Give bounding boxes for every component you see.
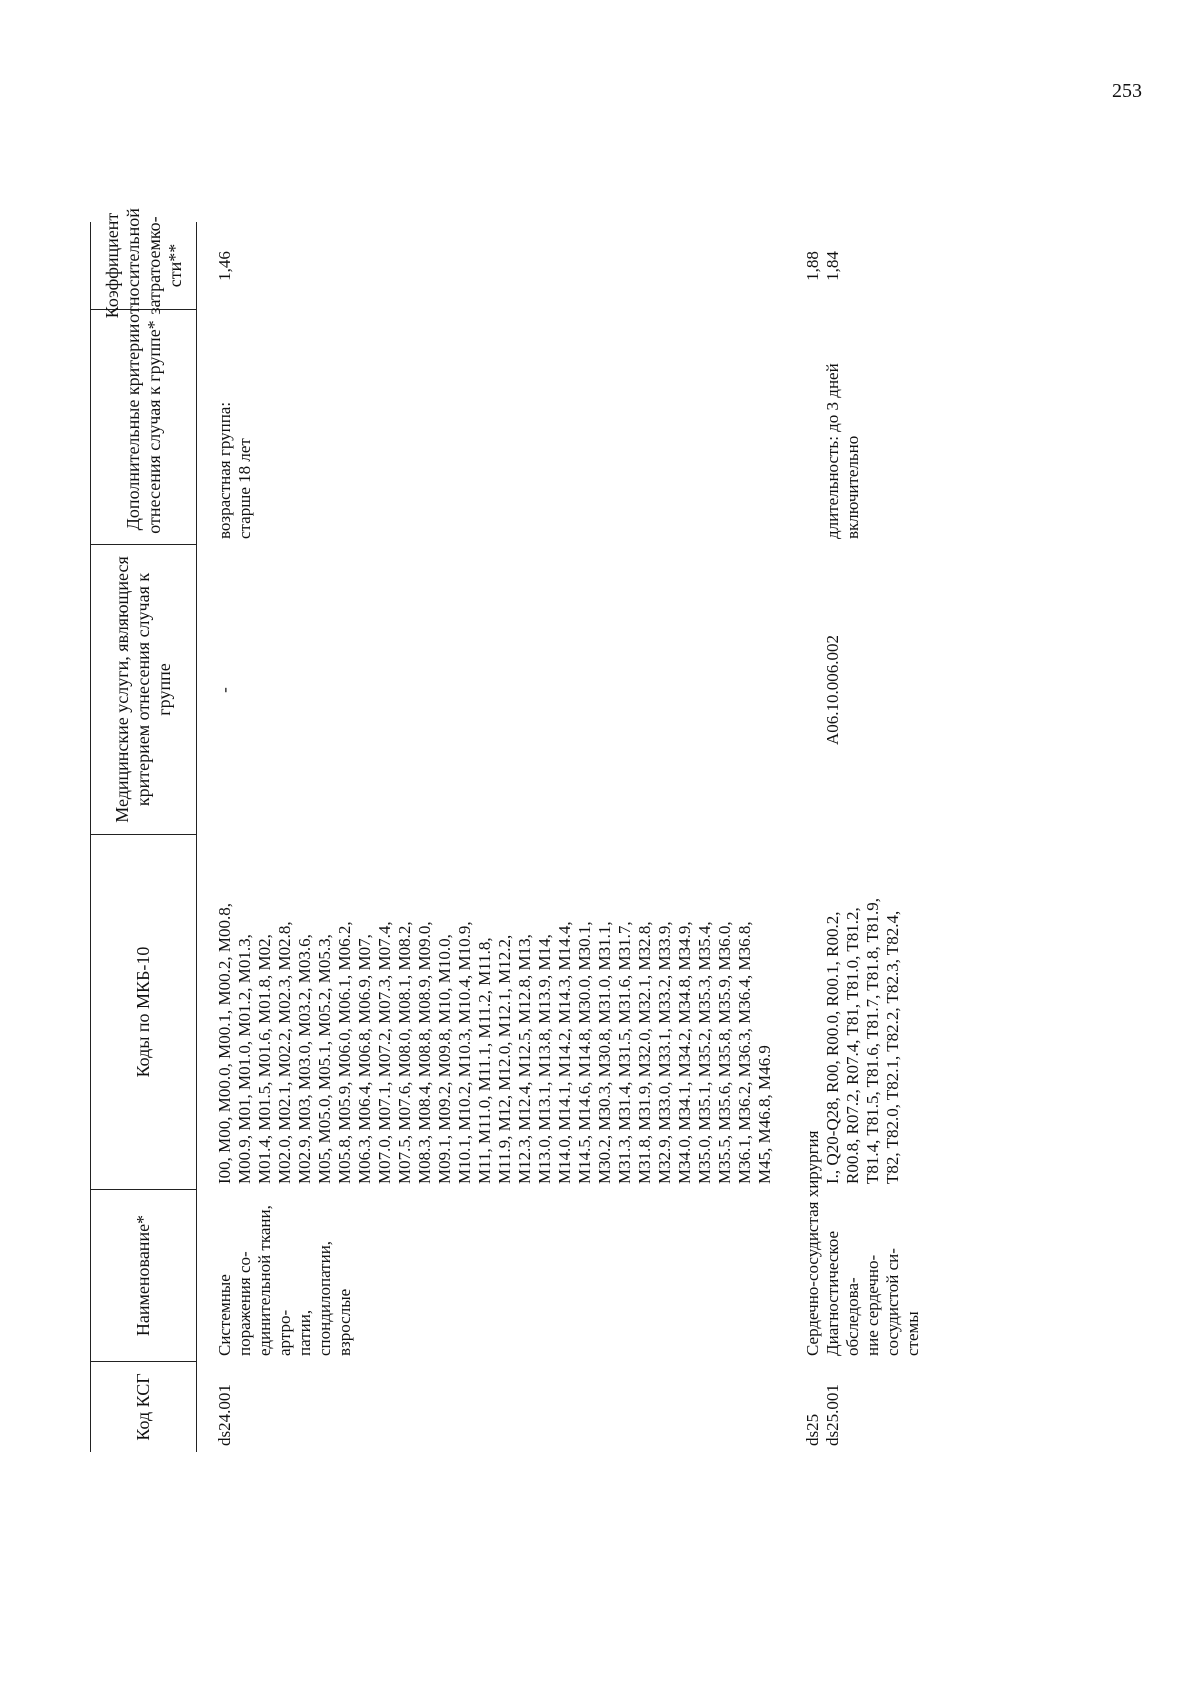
row-name: Диагностическое обследова- ние сердечно-сосудистой си- стемы xyxy=(823,1230,922,1356)
section-coefficient: 1,88 xyxy=(803,251,822,281)
row-name: Системные поражения со- единительной ткани, артро- патии, спондилопатии, взрослые xyxy=(215,1205,354,1356)
row-criteria: возрастная группа: старше 18 лет xyxy=(215,401,254,539)
row-criteria: длительность: до 3 дней включительно xyxy=(823,363,862,539)
header-code: Код КСГ xyxy=(133,1373,153,1441)
page-number: 253 xyxy=(1112,80,1142,102)
table-row xyxy=(197,222,775,1452)
row-services: - xyxy=(215,687,234,693)
section-title: Сердечно-сосудистая хирургия xyxy=(803,1130,822,1356)
ksg-table xyxy=(90,208,923,1452)
row-services: A06.10.006.002 xyxy=(823,634,842,746)
row-coefficient: 1,46 xyxy=(215,251,234,281)
header-coefficient: Коэффициент относительной затратоемко-сти** xyxy=(91,222,196,310)
row-coefficient: 1,84 xyxy=(823,251,842,281)
row-icd-codes: I00, M00, M00.0, M00.1, M00.2, M00.8, M00.9, M01, M01.0, M01.2, M01.3, M01.4, M01.5, M01.6, M01.8, M02, M02.0, M02.1, M02.2, M02.3, M02.8, M02.9, M03, M03.0, M03.2, M03.6, M05, M05.0, M05.1, M05.2, M05.3, M05.8, M05.9, M06.0, M06.1, M06.2, M06.3, M06.4, M06.8, M06.9, M07, M07.0, M07.1, M07.2, M07.3, M07.4, M07.5, M07.6, M08.0, M08.1, M08.2, M08.3, M08.4, M08.8, M08.9, M09.0, M09.1, M09.2, M09.8, M10, M10.0, M10.1, M10.2, M10.3, M10.4, M10.9, M11, M11.0, M11.1, M11.2, M11.8, M11.9, M12, M12.0, M12.1, M12.2, M12.3, M12.4, M12.5, M12.8, M13, M13.0, M13.1, M13.8, M13.9, M14, M14.0, M14.1, M14.2, M14.3, M14.4, M14.5, M14.6, M14.8, M30.0, M30.1, M30.2, M30.3, M30.8, M31.0, M31.1, M31.3, M31.4, M31.5, M31.6, M31.7, M31.8, M31.9, M32.0, M32.1, M32.8, M32.9, M33.0, M33.1, M33.2, M33.9, M34.0, M34.1, M34.2, M34.8, M34.9, M35.0, M35.1, M35.2, M35.3, M35.4, M35.5, M35.6, M35.8, M35.9, M36.0, M36.1, M36.2, M36.3, M36.4, M36.8, M45, M46.8, M46.9 xyxy=(215,903,774,1184)
row-icd-codes: I., Q20-Q28, R00, R00.0, R00.1, R00.2, R00.8, R07.2, R07.4, T81, T81.0, T81.2, T81.4, T81.5, T81.6, T81.7, T81.8, T81.9, T82, T82.0, T82.1, T82.2, T82.3, T82.4, xyxy=(823,897,902,1184)
header-name: Наименование* xyxy=(91,1190,196,1362)
row-code: ds24.001 xyxy=(215,1384,234,1446)
table-header xyxy=(90,208,197,1452)
header-icd: Коды по МКБ-10 xyxy=(91,835,196,1190)
header-criteria: Дополнительные критерии отнесения случая к группе* xyxy=(91,310,196,545)
section-row xyxy=(775,222,823,1452)
row-code: ds25.001 xyxy=(823,1384,842,1446)
header-services: Медицинские услуги, являющиеся критерием отнесения случая к группе xyxy=(91,545,196,835)
section-code: ds25 xyxy=(803,1413,822,1446)
table-row xyxy=(823,222,923,1452)
